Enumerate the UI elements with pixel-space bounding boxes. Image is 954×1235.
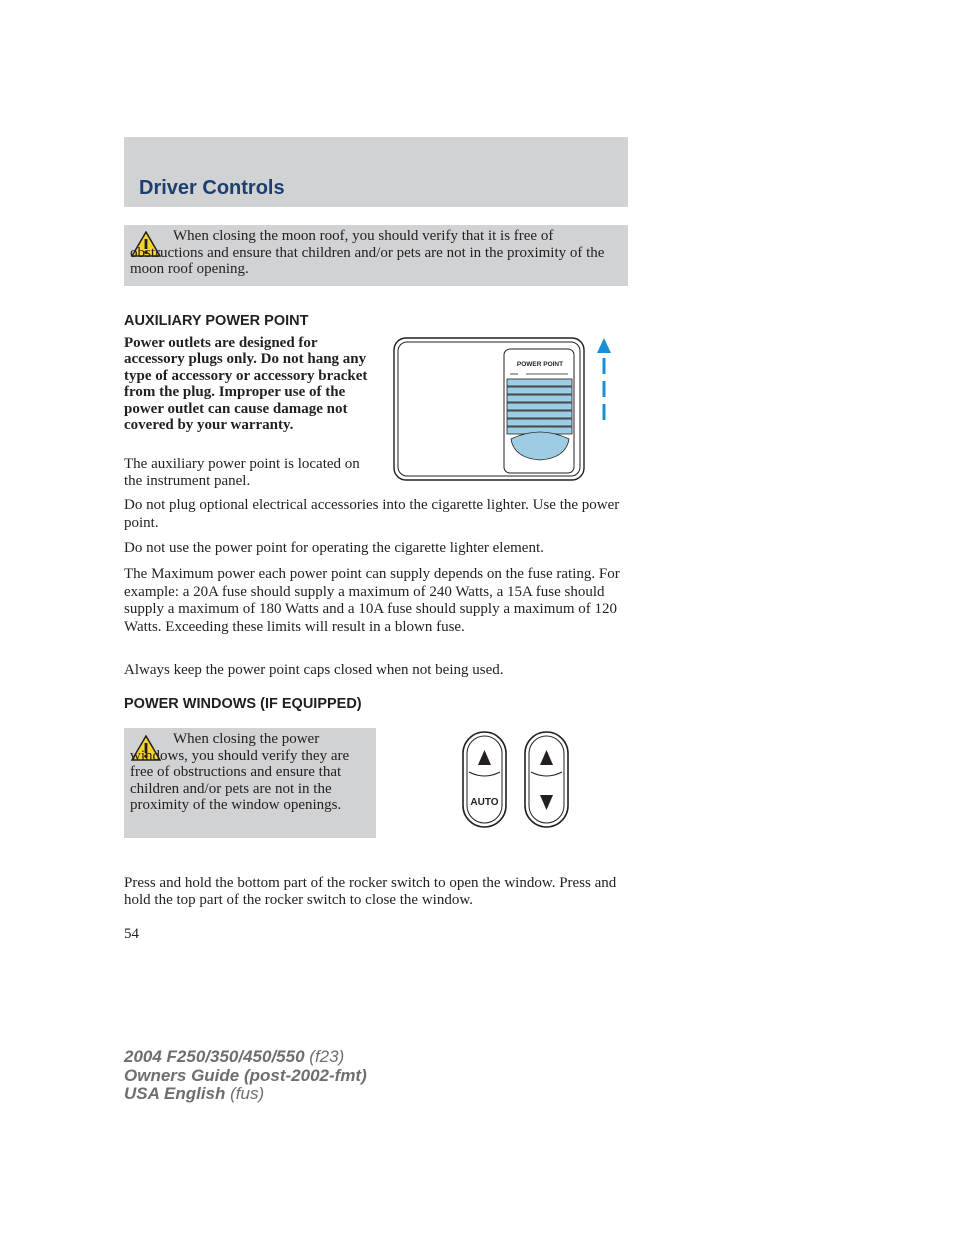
power-windows-heading: POWER WINDOWS (IF EQUIPPED) bbox=[124, 696, 362, 712]
window-switch bbox=[525, 732, 568, 827]
power-windows-instructions: Press and hold the bottom part of the rocker switch to open the window. Press and hold the top part of the rocker switch to close the window. bbox=[124, 875, 617, 908]
power-point-label: POWER POINT bbox=[516, 361, 564, 368]
footer-language: USA English bbox=[124, 1084, 226, 1103]
page-title: Driver Controls bbox=[139, 177, 285, 199]
aux-power-paragraph-1: Do not plug optional electrical accessories into the cigarette lighter. Use the power point. bbox=[124, 497, 620, 531]
power-windows-warning-box bbox=[124, 728, 376, 838]
footer-line-3 bbox=[124, 1085, 367, 1104]
auto-window-switch bbox=[463, 732, 506, 827]
aux-power-location: The auxiliary power point is located on the instrument panel. bbox=[124, 456, 360, 489]
moon-roof-warning-box bbox=[124, 225, 628, 286]
footer-guide: Owners Guide (post-2002-fmt) bbox=[124, 1065, 367, 1085]
power-windows-warning-text: When closing the power windows, you should verify they are free of obstructions and ensure that children and/or pets are not in the proximity of the window openings. bbox=[130, 731, 350, 813]
footer-line-2 bbox=[124, 1067, 367, 1086]
footer-line-1 bbox=[124, 1048, 367, 1067]
footer bbox=[124, 1048, 367, 1104]
aux-power-heading: AUXILIARY POWER POINT bbox=[124, 313, 309, 329]
auto-label: AUTO bbox=[470, 797, 499, 808]
arrow-up-icon bbox=[597, 338, 611, 420]
aux-power-bold-warning: Power outlets are designed for accessory plugs only. Do not hang any type of accessory or accessory bracket from the plug. Improper use of the power outlet can cause damage not covered by your warranty. bbox=[124, 335, 368, 434]
aux-power-paragraph-3: The Maximum power each power point can supply depends on the fuse rating. For example: a 20A fuse should supply a maximum of 240 Watts, a 15A fuse should supply a maximum of 180 Watts and a 10A fuse should supply a maximum of 120 Watts. Exceeding these limits will result in a blown fuse. bbox=[124, 566, 620, 635]
power-point-illustration bbox=[392, 336, 618, 484]
moon-roof-warning-text: When closing the moon roof, you should verify that it is free of obstructions and ensure that children and/or pets are not in the proximity of the moon roof opening. bbox=[130, 228, 605, 277]
aux-power-paragraph-4: Always keep the power point caps closed when not being used. bbox=[124, 662, 504, 678]
window-switch-illustration bbox=[460, 730, 572, 830]
footer-model: 2004 F250/350/450/550 bbox=[124, 1047, 305, 1066]
aux-power-paragraph-2: Do not use the power point for operating the cigarette lighter element. bbox=[124, 540, 544, 556]
page-number: 54 bbox=[124, 926, 139, 942]
footer-language-code: (fus) bbox=[230, 1084, 265, 1103]
footer-model-code: (f23) bbox=[309, 1047, 345, 1066]
